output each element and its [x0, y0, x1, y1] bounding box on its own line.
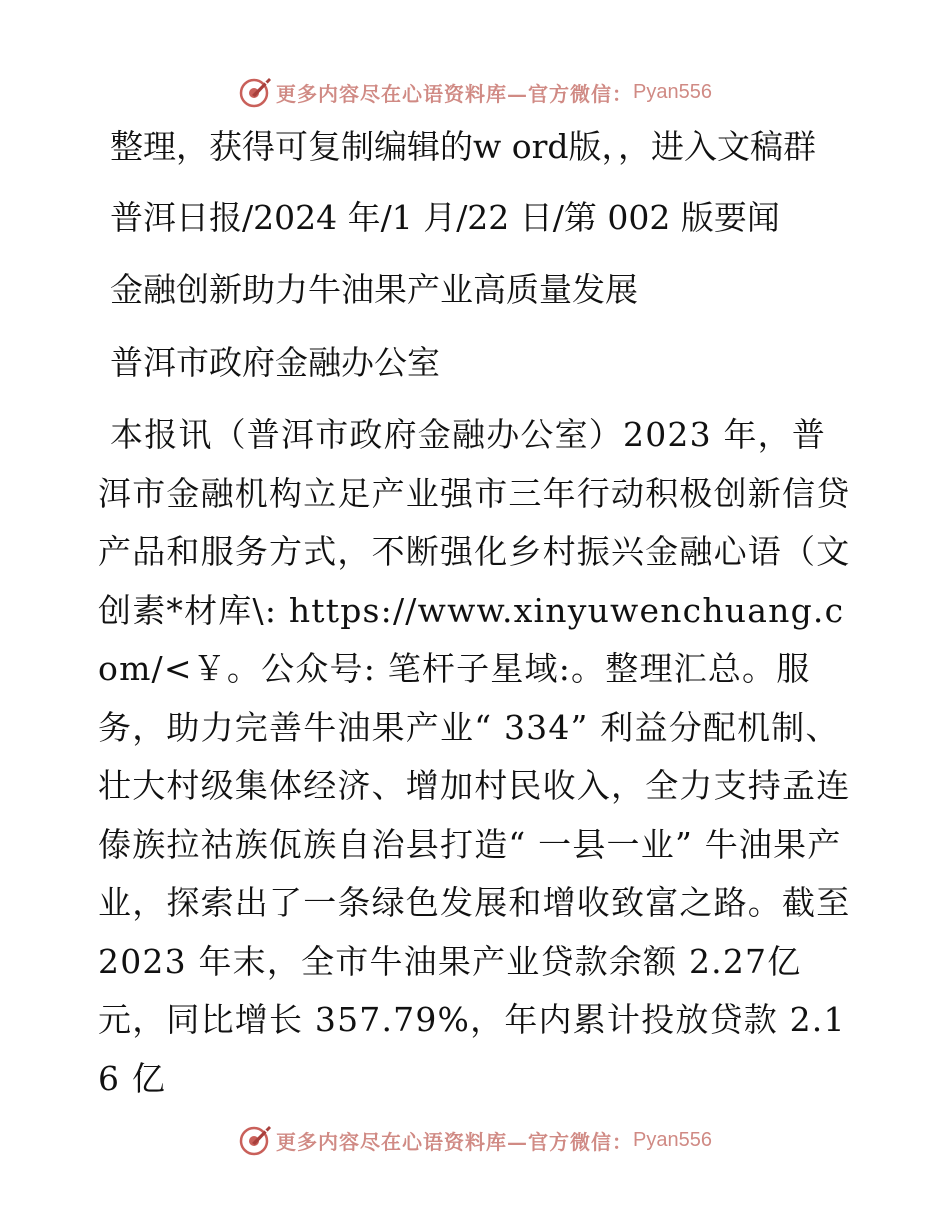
quill-seal-icon	[238, 1123, 272, 1157]
document-body	[98, 118, 858, 1108]
watermark-text: 更多内容尽在心语资料库—官方微信：	[276, 1129, 634, 1154]
quill-seal-icon	[238, 75, 272, 109]
header-watermark	[0, 72, 950, 112]
watermark-text: 更多内容尽在心语资料库—官方微信：	[276, 81, 634, 106]
author-line: 普洱市政府金融办公室	[110, 342, 440, 382]
intro-paragraph: 整理，获得可复制编辑的w ord版，，进入文稿群	[110, 127, 817, 166]
body-paragraph: 本报讯（普洱市政府金融办公室）2023 年，普洱市金融机构立足产业强市三年行动积极创新信贷产品和服务方式，不断强化乡村振兴金融心语（文创素*材库\: https://www.xinyuwenchuang.com/<￥。公众号: 笔杆子星域:。整理汇总。服务，助力完善牛油果产业“ 334” 利益分配机制、壮大村级集体经济、增加村民收入，全力支持孟连傣族拉祜族佤族自治县打造“ 一县一业” 牛油果产业，探索出了一条绿色发展和增收致富之路。截至2023 年末，全市牛油果产业贷款余额 2.27亿元，同比增长 357.79%，年内累计投放贷款 2.16 亿	[98, 415, 851, 1098]
footer-watermark	[0, 1120, 950, 1160]
headline: 金融创新助力牛油果产业高质量发展	[110, 270, 638, 309]
watermark-code: Pyan556	[633, 80, 712, 103]
watermark-code: Pyan556	[633, 1128, 712, 1151]
source-line: 普洱日报/2024 年/1 月/22 日/第 002 版要闻	[110, 197, 780, 237]
